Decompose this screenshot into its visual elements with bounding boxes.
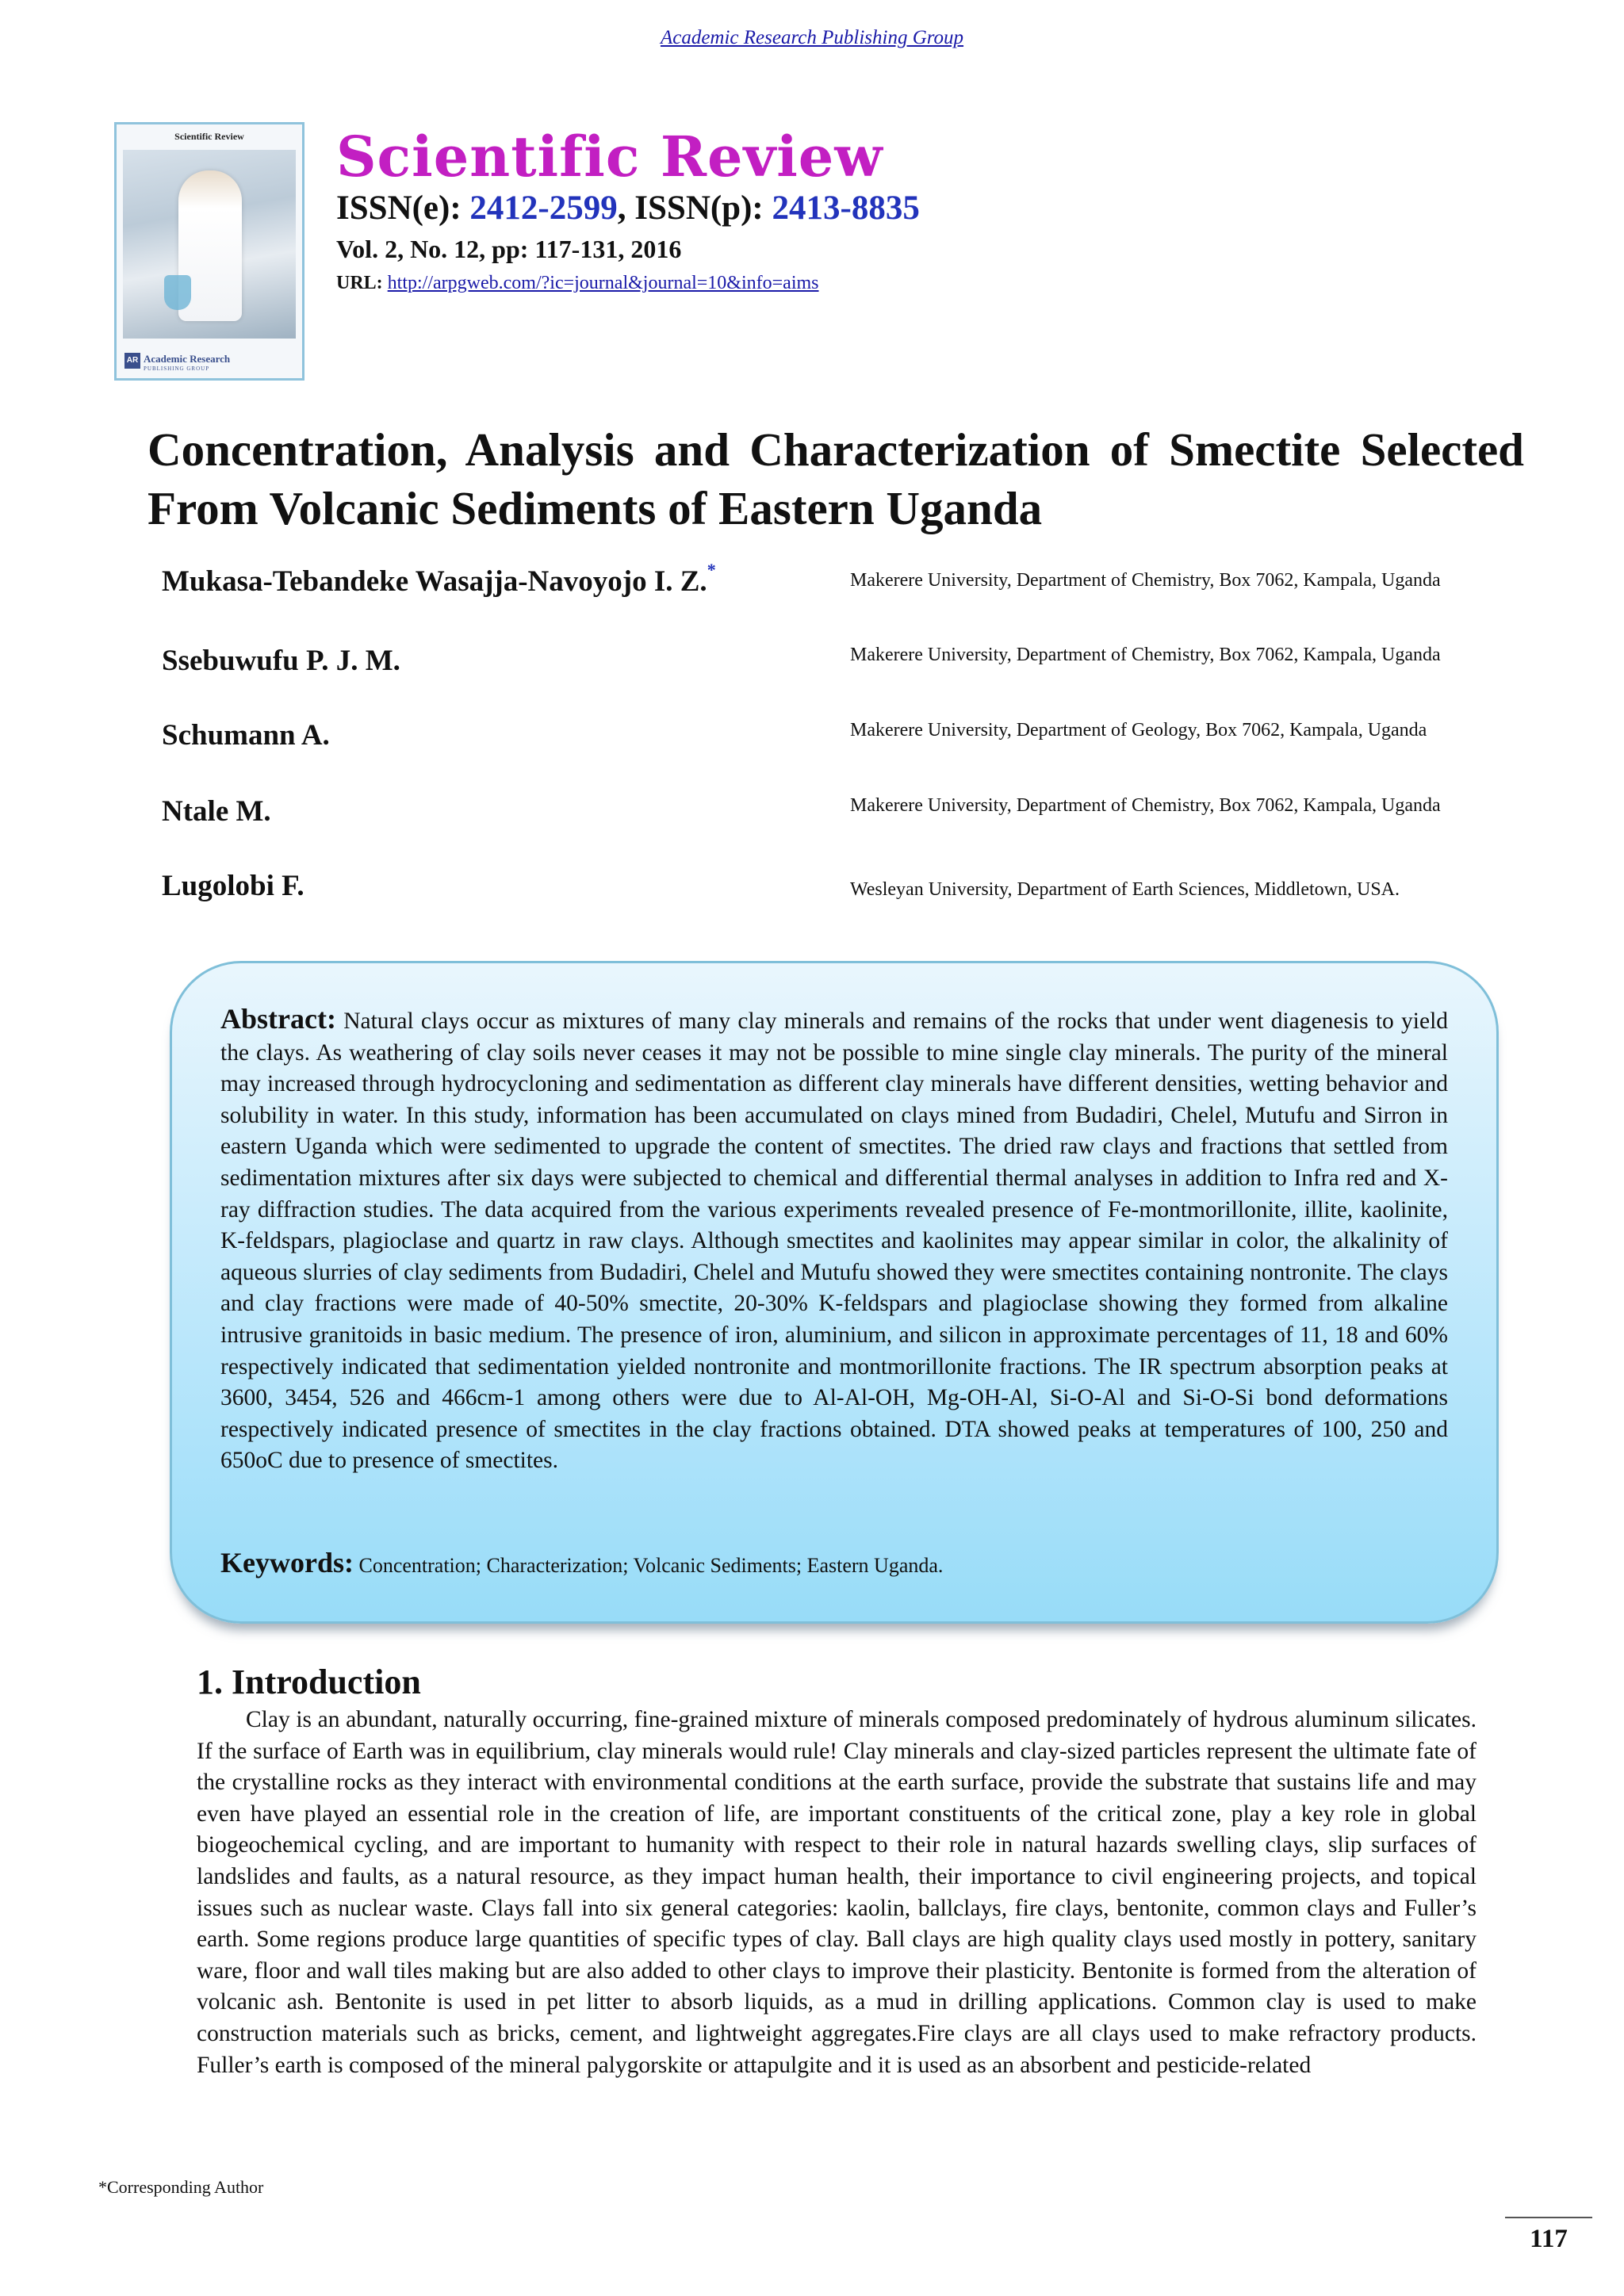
abstract: [220, 1004, 1448, 1477]
journal-url-link[interactable]: http://arpgweb.com/?ic=journal&journal=10&info=aims: [387, 273, 819, 293]
section-body: Clay is an abundant, naturally occurring, fine-grained mixture of minerals composed predominately of hydrous aluminum silicates. If the surface of Earth was in equilibrium, clay minerals would rule! Clay minerals and clay-sized particles represent the ultimate fate of the crystalline rocks as they interact with environmental conditions at the earth surface, provide the substrate that sustains life and may even have played an essential role in the creation of life, are important constituents of the critical zone, play a key role in global biogeochemical cycling, and are important to humanity with respect to their role in natural hazards swelling clays, slip surfaces of landslides and faults, as a natural resource, as they impact human health, their importance to civil engineering projects, and topical issues such as nuclear waste. Clays fall into six general categories: kaolin, ballclays, fire clays, bentonite, common clays and Fuller’s earth. Some regions produce large quantities of specific types of clay. Ball clays are high quality clays used mostly in pottery, sanitary ware, floor and wall tiles making but are also added to other clays to improve their plasticity. Bentonite is formed from the alteration of volcanic ash. Bentonite is used in pet litter to absorb liquids, as a mud in drilling applications. Common clay is used to make construction materials such as bricks, cement, and lightweight aggregates.Fire clays are all clays used to make refractory products. Fuller’s earth is composed of the mineral palygorskite or attapulgite and it is used as an absorbent and pesticide-related: [197, 1707, 1477, 2078]
author-name: Ssebuwufu P. J. M.: [162, 645, 400, 677]
cover-title: Scientific Review: [174, 131, 244, 142]
section-heading: 1. Introduction: [197, 1663, 421, 1701]
publisher-logo-icon: AR: [124, 353, 140, 369]
author-name: [162, 560, 716, 599]
keywords-list: Concentration; Characterization; Volcanic Sediments; Eastern Uganda.: [358, 1554, 944, 1577]
flask-icon: [164, 275, 191, 310]
keywords-label: Keywords:: [220, 1547, 354, 1578]
abstract-body: Natural clays occur as mixtures of many clay minerals and remains of the rocks that under went diagenesis to yield the clays. As weathering of clay soils never ceases it may not be possible to mine single clay minerals. The purity of the mineral may increased through hydrocycloning and sedimentation as different clay minerals have different densities, wetting behavior and solubility in water. In this study, information has been accumulated on clays mined from Budadiri, Chelel, Mutufu and Sirron in eastern Uganda which were sedimented to upgrade the content of smectites. The dried raw clays and fractions that settled from sedimentation mixtures after six days were subjected to chemical and differential thermal analyses in addition to Infra red and X-ray diffraction studies. The data acquired from the various experiments revealed presence of Fe-montmorillonite, illite, kaolinite, K-feldspars, plagioclase and quartz in raw clays. Although smectites and kaolinites may appear similar in color, the alkalinity of aqueous slurries of clay sediments from Budadiri, Chelel and Mutufu showed they were smectites containing nontronite. The clays and clay fractions were made of 40-50% smectite, 20-30% K-feldspars and plagioclase showing they formed from alkaline intrusive granitoids in basic medium. The presence of iron, aluminium, and silicon in approximate percentages of 11, 18 and 60% respectively indicated that sedimentation yielded nontronite and montmorillonite fractions. The IR spectrum absorption peaks at 3600, 3454, 526 and 466cm-1 among others were due to Al-Al-OH, Mg-OH-Al, Si-O-Al and Si-O-Si bond deformations respectively indicated presence of smectites in the clay fractions obtained. DTA showed peaks at temperatures of 100, 250 and 650oC due to presence of smectites.: [220, 1008, 1449, 1474]
author-affiliation: Makerere University, Department of Chemistry, Box 7062, Kampala, Uganda: [850, 645, 1441, 665]
issn-separator: ,: [617, 189, 635, 227]
author-name-text: Mukasa-Tebandeke Wasajja-Navoyojo I. Z.: [162, 565, 707, 598]
journal-name: Scientific Review: [336, 124, 883, 189]
article-title: Concentration, Analysis and Characterization of Smectite Selected From Volcanic Sediments of Eastern Uganda: [147, 423, 1524, 534]
issn-line: [336, 189, 920, 228]
cover-logo-text: Academic Research: [144, 353, 231, 365]
journal-cover-image: [114, 122, 304, 381]
page-number-rule: [1505, 2217, 1592, 2218]
corresponding-author-footnote: *Corresponding Author: [98, 2177, 264, 2197]
author-affiliation: Makerere University, Department of Chemistry, Box 7062, Kampala, Uganda: [850, 570, 1441, 591]
issn-p-value: 2413-8835: [772, 189, 920, 227]
author-affiliation: Wesleyan University, Department of Earth Sciences, Middletown, USA.: [850, 879, 1400, 900]
cover-logo-subtext: PUBLISHING GROUP: [144, 365, 210, 372]
volume-line: Vol. 2, No. 12, pp: 117-131, 2016: [336, 235, 682, 263]
issn-e-label: ISSN(e):: [336, 189, 470, 227]
author-name: Lugolobi F.: [162, 870, 304, 902]
url-line: [336, 273, 819, 294]
keywords: [220, 1546, 1448, 1579]
author-affiliation: Makerere University, Department of Chemistry, Box 7062, Kampala, Uganda: [850, 795, 1441, 816]
issn-e-value: 2412-2599: [469, 189, 618, 227]
author-name: Ntale M.: [162, 795, 271, 828]
url-label: URL:: [336, 273, 388, 293]
author-name: Schumann A.: [162, 719, 330, 752]
corresponding-author-mark: *: [707, 560, 716, 580]
author-affiliation: Makerere University, Department of Geology, Box 7062, Kampala, Uganda: [850, 720, 1427, 740]
abstract-label: Abstract:: [220, 1003, 336, 1035]
page-number: 117: [1530, 2225, 1568, 2253]
publisher-link[interactable]: Academic Research Publishing Group: [660, 27, 964, 48]
issn-p-label: ISSN(p):: [634, 189, 772, 227]
